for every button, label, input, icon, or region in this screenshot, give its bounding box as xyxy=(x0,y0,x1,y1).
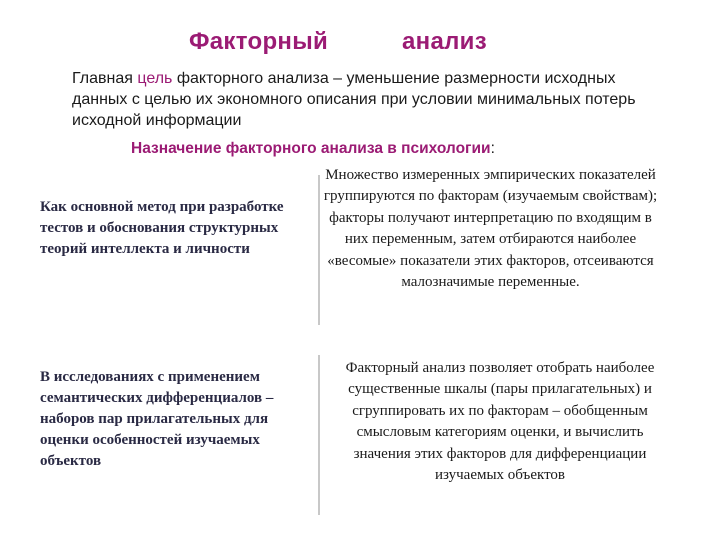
goal-rest: факторного анализа – уменьшение размерности исходных данных с целью их экономного описания при условии минимальных потерь исходной информации xyxy=(72,70,636,129)
purpose-heading-text: Назначение факторного анализа в психологии xyxy=(131,140,491,157)
section-1-application: Как основной метод при разработке тестов и обоснования структурных теорий интеллекта и личности xyxy=(40,199,284,257)
section-2-divider xyxy=(318,355,320,515)
title-left-word: Факторный xyxy=(189,28,329,55)
goal-highlight: цель xyxy=(137,70,173,87)
section-2-description: Факторный анализ позволяет отобрать наиболее существенные шкалы (пары прилагательных) и сгруппировать их по факторам – обобщенным смысловым категориям оценки, и вычислить значения этих факторов для дифференциации изучаемых объектов xyxy=(345,360,655,484)
section-1-description: Множество измеренных эмпирических показателей группируются по факторам (изучаемым свойствам); факторы получают интерпретацию по входящим в них переменным, затем отбираются наиболее «весомые» показатели этих факторов, отсеиваются малозначимые переменные. xyxy=(323,167,658,291)
purpose-heading xyxy=(131,140,495,158)
section-2-application: В исследованиях с применением семантических дифференциалов – наборов пар прилагательных для оценки особенностей изучаемых объектов xyxy=(40,369,274,469)
title-right-word: анализ xyxy=(402,28,487,55)
purpose-heading-colon: : xyxy=(490,140,495,157)
goal-lead: Главная xyxy=(72,70,133,87)
goal-statement xyxy=(72,68,672,131)
